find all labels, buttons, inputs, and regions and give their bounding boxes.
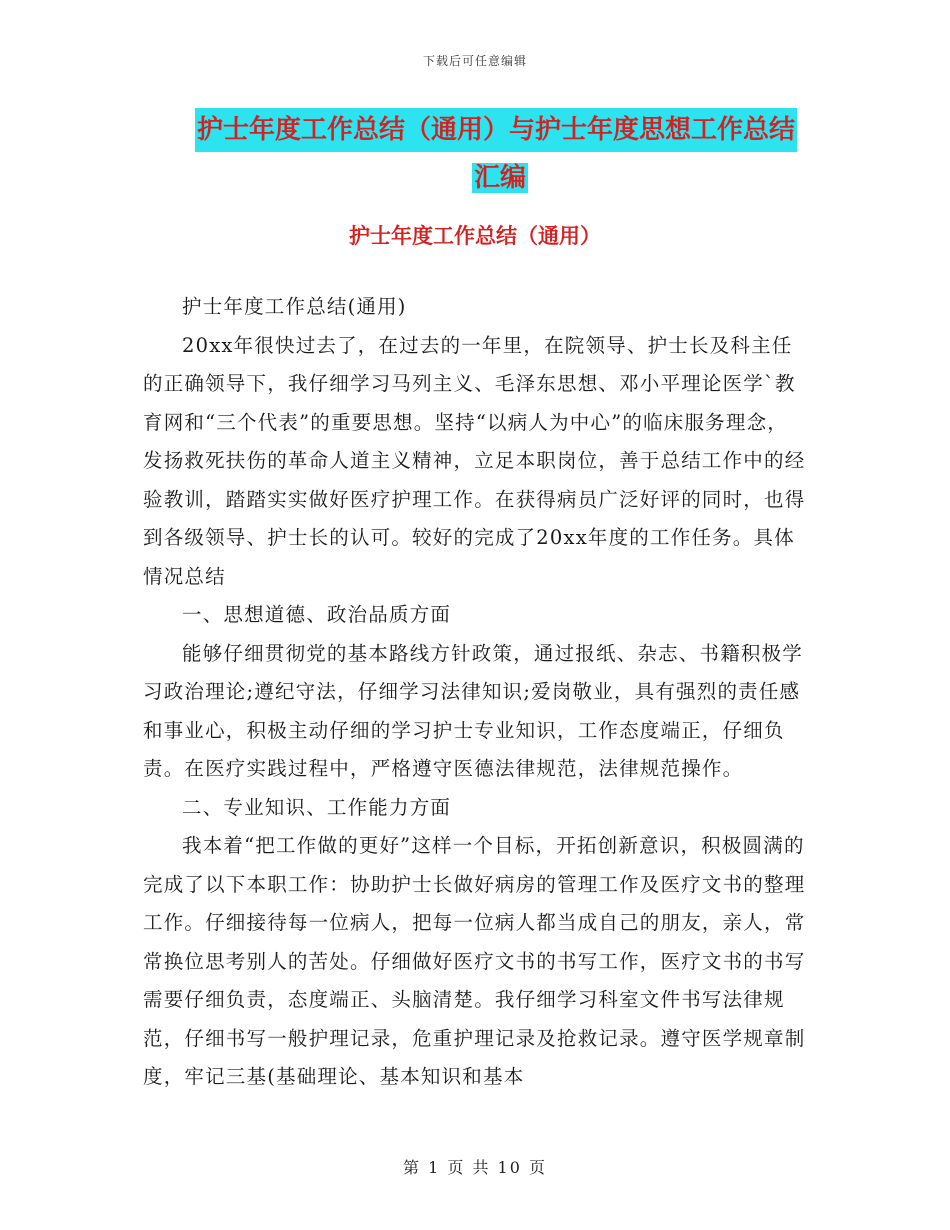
heading-ideology: 一、思想道德、政治品质方面 [182, 603, 452, 626]
header-note: 下载后可任意编辑 [422, 54, 527, 68]
document-title [195, 108, 815, 200]
section-title: 护士年度工作总结（通用） [349, 224, 601, 248]
document-title-line-2-wrap [195, 156, 805, 200]
document-body [143, 288, 808, 1097]
page-number-footer: 第 1 页 共 10 页 [403, 1158, 547, 1177]
paragraph-professional: 我本着“把工作做的更好”这样一个目标，开拓创新意识，积极圆满的完成了以下本职工作：协助护士长做好病房的管理工作及医疗文书的整理工作。仔细接待每一位病人，把每一位病人都当成自己的朋友，亲人，常常换位思考别人的苦处。仔细做好医疗文书的书写工作，医疗文书的书写需要仔细负责，态度端正、头脑清楚。我仔细学习科室文件书写法律规范，仔细书写一般护理记录，危重护理记录及抢救记录。遵守医学规章制度，牢记三基(基础理论、基本知识和基本 [143, 834, 806, 1088]
heading-professional: 二、专业知识、工作能力方面 [182, 795, 452, 819]
paragraph-intro: 20xx年很快过去了，在过去的一年里，在院领导、护士长及科主任的正确领导下，我仔细学习马列主义、毛泽东思想、邓小平理论医学`教育网和“三个代表”的重要思想。坚持“以病人为中心”的临床服务理念，发扬救死扶伤的革命人道主义精神，立足本职岗位，善于总结工作中的经验教训，踏踏实实做好医疗护理工作。在获得病员广泛好评的同时，也得到各级领导、护士长的认可。较好的完成了20xx年度的工作任务。具体情况总结 [143, 333, 806, 588]
paragraph-ideology: 能够仔细贯彻党的基本路线方针政策，通过报纸、杂志、书籍积极学习政治理论;遵纪守法，仔细学习法律知识;爱岗敬业，具有强烈的责任感和事业心，积极主动仔细的学习护士专业知识，工作态度端正，仔细负责。在医疗实践过程中，严格遵守医德法律规范，法律规范操作。 [143, 641, 804, 780]
document-title-line-1: 护士年度工作总结（通用）与护士年度思想工作总结 [195, 108, 797, 152]
paragraph-subtitle: 护士年度工作总结(通用) [182, 295, 407, 318]
document-title-line-2: 汇编 [473, 163, 526, 193]
